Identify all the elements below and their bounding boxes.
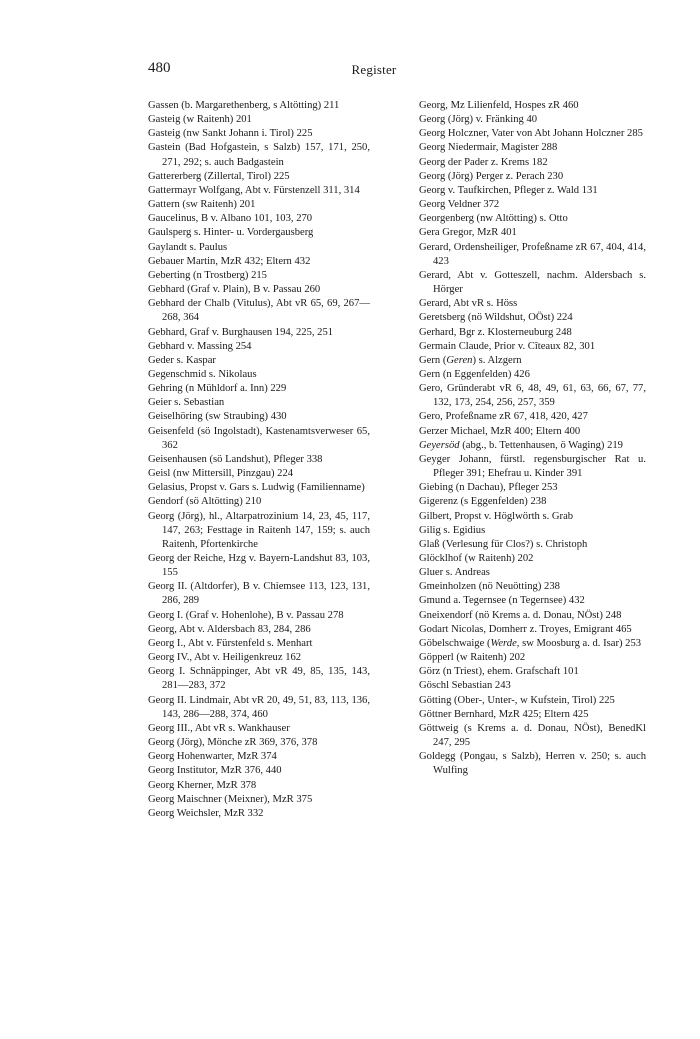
register-entry: Göpperl (w Raitenh) 202 (419, 652, 526, 664)
register-entry: Geretsberg (nö Wildshut, OÖst) 224 (419, 312, 573, 324)
register-entry: Gaulsperg s. Hinter- u. Vordergausberg (148, 227, 314, 239)
register-entry: Gattern (sw Raitenh) 201 (148, 199, 256, 211)
register-entry: Gerard, Ordensheiliger, Profeßname zR 67, 404, 414, 423 (419, 241, 646, 267)
register-entry: Georg, Abt v. Aldersbach 83, 284, 286 (148, 623, 311, 635)
register-entry: Göbelschwaige (Werde, sw Moosburg a. d. Isar) 253 (419, 637, 642, 649)
register-entry: Gera Gregor, MzR 401 (419, 227, 517, 239)
register-entry: Giebing (n Dachau), Pfleger 253 (419, 482, 558, 494)
register-entry: Gluer s. Andreas (419, 567, 490, 579)
register-entry: Gassen (b. Margarethenberg, s Altötting) 211 (148, 100, 340, 111)
register-entry: Georg (Jörg) Perger z. Perach 230 (419, 170, 564, 182)
register-entry: Georg III., Abt vR s. Wankhauser (148, 722, 290, 734)
register-entry: Geder s. Kaspar (148, 354, 216, 366)
register-entry: Geisl (nw Mittersill, Pinzgau) 224 (148, 468, 294, 480)
register-entry: Göschl Sebastian 243 (419, 680, 511, 692)
register-entry: Gaylandt s. Paulus (148, 241, 228, 253)
register-entry: Georg I. (Graf v. Hohenlohe), B v. Passau 278 (148, 609, 344, 621)
register-entry: Gebhard der Chalb (Vitulus), Abt vR 65, 69, 267—268, 364 (148, 298, 370, 324)
register-entry: Georg Veldner 372 (419, 199, 500, 211)
register-entry: Georg der Reiche, Hzg v. Bayern-Landshut 83, 103, 155 (148, 553, 370, 579)
register-entry: Gern (Geren) s. Alzgern (419, 354, 522, 366)
register-entry: Georg der Pader z. Krems 182 (419, 156, 548, 168)
page-number: 480 (148, 60, 171, 76)
register-entry: Georg I., Abt v. Fürstenfeld s. Menhart (148, 637, 313, 649)
register-entry: Gilbert, Propst v. Höglwörth s. Grab (419, 510, 574, 522)
register-entry: Georg Institutor, MzR 376, 440 (148, 765, 282, 777)
register-entry: Gehring (n Mühldorf a. Inn) 229 (148, 383, 287, 395)
register-entry: Goldegg (Pongau, s Salzb), Herren v. 250; s. auch Wulfing (419, 751, 646, 777)
register-entry: Gerhard, Bgr z. Klosterneuburg 248 (419, 326, 572, 338)
register-entry: Gerard, Abt v. Gotteszell, nachm. Aldersbach s. Hörger (419, 269, 646, 296)
register-entry: Georg, Mz Lilienfeld, Hospes zR 460 (419, 100, 579, 111)
page-header (148, 60, 600, 82)
register-entry: Georg Kherner, MzR 378 (148, 779, 257, 791)
register-entry: Georg Weichsler, MzR 332 (148, 807, 264, 819)
register-entry: Gendorf (sö Altötting) 210 (148, 496, 262, 508)
register-entry: Gastein (Bad Hofgastein, s Salzb) 157, 171, 250, 271, 292; s. auch Badgastein (148, 142, 370, 168)
register-entry: Gmund a. Tegernsee (n Tegernsee) 432 (419, 595, 585, 607)
register-entry: Gilig s. Egidius (419, 524, 486, 536)
running-head: Register (351, 62, 397, 77)
register-entry: Gattermayr Wolfgang, Abt v. Fürstenzell 311, 314 (148, 184, 360, 196)
register-entry: Gattererberg (Zillertal, Tirol) 225 (148, 170, 290, 182)
register-entry: Geberting (n Trostberg) 215 (148, 269, 267, 281)
register-entry: Georg (Jörg) v. Fränking 40 (419, 114, 538, 126)
register-entry: Gelasius, Propst v. Gars s. Ludwig (Familienname) (148, 482, 365, 494)
register-entry: Gasteig (w Raitenh) 201 (148, 114, 252, 126)
register-entry: Georg Holczner, Vater von Abt Johann Holczner 285 (419, 128, 643, 140)
register-entry: Gneixendorf (nö Krems a. d. Donau, NÖst) 248 (419, 609, 622, 621)
register-entry: Gmeinholzen (nö Neuötting) 238 (419, 581, 560, 593)
register-entry: Geyersöd (abg., b. Tettenhausen, ö Waging) 219 (419, 439, 623, 451)
left-column (148, 99, 370, 821)
register-entry: Georgenberg (nw Altötting) s. Otto (419, 213, 568, 225)
register-entry: Geisenfeld (sö Ingolstadt), Kastenamtsverweser 65, 362 (148, 425, 370, 451)
register-entry: Gern (n Eggenfelden) 426 (419, 368, 530, 380)
register-entry: Gero, Gründerabt vR 6, 48, 49, 61, 63, 66, 67, 77, 132, 173, 254, 256, 257, 359 (419, 383, 646, 409)
register-entry: Gebauer Martin, MzR 432; Eltern 432 (148, 255, 311, 267)
register-entry: Geier s. Sebastian (148, 397, 225, 409)
register-entry: Georg (Jörg), hl., Altarpatrozinium 14, 23, 45, 117, 147, 263; Festtage in Raitenh 147, 159; s. auch Raitenh, Pfortenkirche (148, 510, 370, 550)
register-entry: Georg Hohenwarter, MzR 374 (148, 751, 277, 763)
register-entry: Gero, Profeßname zR 67, 418, 420, 427 (419, 411, 588, 423)
register-entry: Görz (n Triest), ehem. Grafschaft 101 (419, 666, 579, 678)
register-entry: Gaucelinus, B v. Albano 101, 103, 270 (148, 213, 313, 225)
register-entry: Gebhard, Graf v. Burghausen 194, 225, 251 (148, 326, 334, 338)
register-entry: Georg (Jörg), Mönche zR 369, 376, 378 (148, 737, 318, 749)
register-entry: Georg v. Taufkirchen, Pfleger z. Wald 131 (419, 184, 598, 196)
register-entry: Georg IV., Abt v. Heiligenkreuz 162 (148, 652, 302, 664)
register-entry: Germain Claude, Prior v. Cîteaux 82, 301 (419, 340, 596, 352)
register-entry: Geyger Johann, fürstl. regensburgischer Rat u. Pfleger 391; Ehefrau u. Kinder 391 (419, 453, 646, 480)
register-entry: Götting (Ober-, Unter-, w Kufstein, Tirol) 225 (419, 694, 615, 706)
register-entry: Göttweig (s Krems a. d. Donau, NÖst), BenedKl 247, 295 (419, 722, 646, 749)
register-entry: Georg II. (Altdorfer), B v. Chiemsee 113, 123, 131, 286, 289 (148, 581, 370, 607)
register-entry: Gigerenz (s Eggenfelden) 238 (419, 496, 547, 508)
register-entry: Gasteig (nw Sankt Johann i. Tirol) 225 (148, 128, 313, 140)
register-entry: Glöcklhof (w Raitenh) 202 (419, 553, 534, 564)
register-entry: Gerzer Michael, MzR 400; Eltern 400 (419, 425, 581, 437)
register-entry: Göttner Bernhard, MzR 425; Eltern 425 (419, 708, 589, 720)
register-entry: Georg Maischner (Meixner), MzR 375 (148, 793, 313, 805)
register-entry: Gebhard v. Massing 254 (148, 340, 252, 352)
register-entry: Georg I. Schnäppinger, Abt vR 49, 85, 135, 143, 281—283, 372 (148, 666, 370, 692)
register-entry: Geiselhöring (sw Straubing) 430 (148, 411, 287, 423)
right-column (419, 99, 646, 779)
register-entry: Gebhard (Graf v. Plain), B v. Passau 260 (148, 284, 321, 296)
register-entry: Georg Niedermair, Magister 288 (419, 142, 558, 154)
register-entry: Godart Nicolas, Domherr z. Troyes, Emigrant 465 (419, 623, 632, 635)
register-entry: Gegenschmid s. Nikolaus (148, 368, 257, 380)
register-entry: Glaß (Verlesung für Clos?) s. Christoph (419, 538, 588, 550)
register-entry: Geisenhausen (sö Landshut), Pfleger 338 (148, 453, 323, 465)
register-entry: Georg II. Lindmair, Abt vR 20, 49, 51, 83, 113, 136, 143, 286—288, 374, 460 (148, 694, 370, 720)
register-entry: Gerard, Abt vR s. Höss (419, 298, 518, 310)
